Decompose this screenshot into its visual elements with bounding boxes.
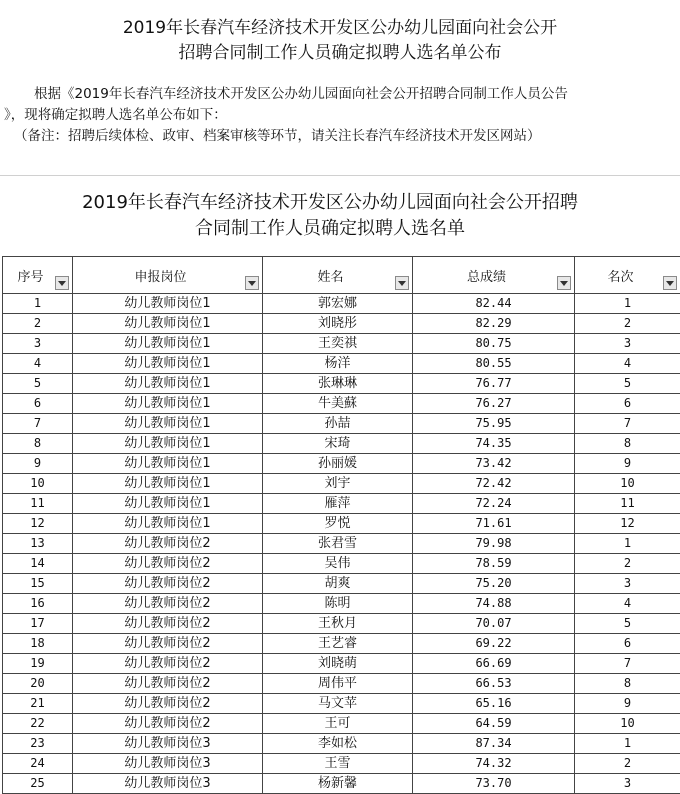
cell-score: 72.24: [413, 494, 575, 514]
cell-index: 9: [3, 454, 73, 474]
cell-position: 幼儿教师岗位1: [73, 354, 263, 374]
cell-score: 64.59: [413, 714, 575, 734]
cell-name: 马文苹: [263, 694, 413, 714]
cell-name: 吴伟: [263, 554, 413, 574]
cell-index: 19: [3, 654, 73, 674]
cell-index: 15: [3, 574, 73, 594]
table-row: [3, 374, 680, 394]
cell-index: 17: [3, 614, 73, 634]
column-header-label: 姓名: [317, 269, 344, 285]
cell-name: 王艺睿: [263, 634, 413, 654]
cell-position: 幼儿教师岗位1: [73, 414, 263, 434]
table-row: [3, 354, 680, 374]
cell-rank: 9: [575, 694, 680, 714]
cell-rank: 10: [575, 474, 680, 494]
column-header-label: 序号: [17, 269, 44, 285]
cell-index: 18: [3, 634, 73, 654]
cell-name: 刘晓萌: [263, 654, 413, 674]
cell-position: 幼儿教师岗位1: [73, 454, 263, 474]
cell-score: 73.70: [413, 774, 575, 794]
cell-name: 王雪: [263, 754, 413, 774]
cell-score: 76.77: [413, 374, 575, 394]
cell-name: 李如松: [263, 734, 413, 754]
cell-rank: 6: [575, 634, 680, 654]
cell-score: 65.16: [413, 694, 575, 714]
table-row: [3, 594, 680, 614]
cell-position: 幼儿教师岗位2: [73, 694, 263, 714]
cell-score: 80.55: [413, 354, 575, 374]
cell-rank: 4: [575, 354, 680, 374]
filter-dropdown-icon[interactable]: [245, 276, 259, 290]
cell-index: 10: [3, 474, 73, 494]
notice-title-line2: 招聘合同制工作人员确定拟聘人选名单公布: [178, 43, 502, 63]
cell-rank: 3: [575, 574, 680, 594]
cell-position: 幼儿教师岗位1: [73, 494, 263, 514]
cell-score: 75.20: [413, 574, 575, 594]
cell-name: 杨洋: [263, 354, 413, 374]
column-header-label: 申报岗位: [134, 269, 187, 285]
column-header-score: [413, 257, 575, 294]
column-header-name: [263, 257, 413, 294]
cell-position: 幼儿教师岗位1: [73, 394, 263, 414]
cell-name: 王可: [263, 714, 413, 734]
sheet-title-line2: 合同制工作人员确定拟聘人选名单: [195, 218, 465, 239]
table-row: [3, 774, 680, 794]
table-row: [3, 754, 680, 774]
table-row: [3, 414, 680, 434]
cell-score: 72.42: [413, 474, 575, 494]
cell-index: 21: [3, 694, 73, 714]
cell-score: 82.44: [413, 294, 575, 314]
cell-name: 刘宇: [263, 474, 413, 494]
cell-rank: 10: [575, 714, 680, 734]
cell-rank: 7: [575, 654, 680, 674]
table-row: [3, 314, 680, 334]
table-row: [3, 514, 680, 534]
cell-name: 王秋月: [263, 614, 413, 634]
cell-position: 幼儿教师岗位2: [73, 554, 263, 574]
cell-name: 张琳琳: [263, 374, 413, 394]
cell-position: 幼儿教师岗位2: [73, 574, 263, 594]
filter-dropdown-icon[interactable]: [557, 276, 571, 290]
table-row: [3, 694, 680, 714]
column-header-label: 名次: [607, 269, 634, 285]
table-row: [3, 734, 680, 754]
cell-index: 6: [3, 394, 73, 414]
cell-index: 16: [3, 594, 73, 614]
table-row: [3, 614, 680, 634]
cell-score: 70.07: [413, 614, 575, 634]
cell-position: 幼儿教师岗位3: [73, 774, 263, 794]
cell-rank: 3: [575, 334, 680, 354]
cell-name: 宋琦: [263, 434, 413, 454]
column-header-position: [73, 257, 263, 294]
filter-dropdown-icon[interactable]: [663, 276, 677, 290]
cell-score: 78.59: [413, 554, 575, 574]
cell-rank: 6: [575, 394, 680, 414]
cell-index: 5: [3, 374, 73, 394]
cell-rank: 4: [575, 594, 680, 614]
cell-position: 幼儿教师岗位1: [73, 434, 263, 454]
cell-index: 12: [3, 514, 73, 534]
cell-name: 牛美蘇: [263, 394, 413, 414]
cell-rank: 3: [575, 774, 680, 794]
cell-position: 幼儿教师岗位2: [73, 654, 263, 674]
cell-name: 王奕祺: [263, 334, 413, 354]
cell-position: 幼儿教师岗位1: [73, 374, 263, 394]
cell-score: 66.69: [413, 654, 575, 674]
cell-index: 22: [3, 714, 73, 734]
table-row: [3, 434, 680, 454]
cell-rank: 2: [575, 754, 680, 774]
table-row: [3, 714, 680, 734]
notice-body-line2: 》，现将确定拟聘人选名单公布如下：: [4, 107, 227, 123]
cell-score: 66.53: [413, 674, 575, 694]
cell-position: 幼儿教师岗位2: [73, 714, 263, 734]
cell-index: 20: [3, 674, 73, 694]
cell-name: 周伟平: [263, 674, 413, 694]
cell-position: 幼儿教师岗位1: [73, 474, 263, 494]
cell-position: 幼儿教师岗位2: [73, 614, 263, 634]
cell-score: 74.32: [413, 754, 575, 774]
filter-dropdown-icon[interactable]: [395, 276, 409, 290]
cell-position: 幼儿教师岗位2: [73, 634, 263, 654]
cell-name: 孙丽媛: [263, 454, 413, 474]
cell-name: 郭宏娜: [263, 294, 413, 314]
cell-position: 幼儿教师岗位2: [73, 534, 263, 554]
cell-position: 幼儿教师岗位1: [73, 334, 263, 354]
cell-index: 23: [3, 734, 73, 754]
cell-rank: 12: [575, 514, 680, 534]
cell-index: 7: [3, 414, 73, 434]
table-row: [3, 634, 680, 654]
cell-name: 陈明: [263, 594, 413, 614]
table-row: [3, 534, 680, 554]
cell-rank: 8: [575, 674, 680, 694]
header-row: [3, 257, 680, 294]
cell-index: 25: [3, 774, 73, 794]
cell-name: 刘晓彤: [263, 314, 413, 334]
cell-name: 胡爽: [263, 574, 413, 594]
cell-position: 幼儿教师岗位1: [73, 514, 263, 534]
cell-rank: 1: [575, 294, 680, 314]
cell-index: 1: [3, 294, 73, 314]
column-header-index: [3, 257, 73, 294]
cell-rank: 9: [575, 454, 680, 474]
cell-position: 幼儿教师岗位3: [73, 734, 263, 754]
table-row: [3, 554, 680, 574]
cell-score: 69.22: [413, 634, 575, 654]
table-row: [3, 574, 680, 594]
column-header-label: 总成绩: [466, 269, 506, 285]
cell-score: 80.75: [413, 334, 575, 354]
cell-rank: 1: [575, 534, 680, 554]
cell-score: 75.95: [413, 414, 575, 434]
cell-rank: 11: [575, 494, 680, 514]
cell-index: 11: [3, 494, 73, 514]
filter-dropdown-icon[interactable]: [55, 276, 69, 290]
table-row: [3, 294, 680, 314]
column-header-rank: [575, 257, 680, 294]
cell-score: 74.35: [413, 434, 575, 454]
cell-score: 71.61: [413, 514, 575, 534]
cell-position: 幼儿教师岗位3: [73, 754, 263, 774]
cell-rank: 2: [575, 554, 680, 574]
table-row: [3, 394, 680, 414]
cell-position: 幼儿教师岗位2: [73, 594, 263, 614]
cell-index: 2: [3, 314, 73, 334]
table-row: [3, 674, 680, 694]
cell-score: 87.34: [413, 734, 575, 754]
cell-position: 幼儿教师岗位2: [73, 674, 263, 694]
cell-name: 张君雪: [263, 534, 413, 554]
cell-index: 8: [3, 434, 73, 454]
cell-rank: 5: [575, 374, 680, 394]
cell-score: 74.88: [413, 594, 575, 614]
cell-position: 幼儿教师岗位1: [73, 294, 263, 314]
table-row: [3, 474, 680, 494]
notice-title-line1: 2019年长春汽车经济技术开发区公办幼儿园面向社会公开: [122, 18, 558, 38]
cell-rank: 1: [575, 734, 680, 754]
cell-index: 4: [3, 354, 73, 374]
cell-index: 13: [3, 534, 73, 554]
cell-rank: 2: [575, 314, 680, 334]
table-row: [3, 454, 680, 474]
cell-name: 杨新馨: [263, 774, 413, 794]
cell-index: 14: [3, 554, 73, 574]
divider: [0, 175, 680, 176]
cell-rank: 8: [575, 434, 680, 454]
cell-name: 罗悦: [263, 514, 413, 534]
table-row: [3, 334, 680, 354]
cell-name: 孙喆: [263, 414, 413, 434]
cell-index: 24: [3, 754, 73, 774]
cell-name: 雁萍: [263, 494, 413, 514]
candidate-table: [2, 256, 680, 794]
cell-position: 幼儿教师岗位1: [73, 314, 263, 334]
cell-score: 79.98: [413, 534, 575, 554]
cell-rank: 5: [575, 614, 680, 634]
cell-score: 82.29: [413, 314, 575, 334]
table-row: [3, 654, 680, 674]
sheet-title-line1: 2019年长春汽车经济技术开发区公办幼儿园面向社会公开招聘: [82, 192, 578, 213]
cell-score: 73.42: [413, 454, 575, 474]
cell-index: 3: [3, 334, 73, 354]
notice-body-line1: 根据《2019年长春汽车经济技术开发区公办幼儿园面向社会公开招聘合同制工作人员公告: [34, 86, 568, 102]
table-row: [3, 494, 680, 514]
cell-rank: 7: [575, 414, 680, 434]
cell-score: 76.27: [413, 394, 575, 414]
notice-remark: （备注：招聘后续体检、政审、档案审核等环节，请关注长春汽车经济技术开发区网站）: [14, 128, 541, 144]
